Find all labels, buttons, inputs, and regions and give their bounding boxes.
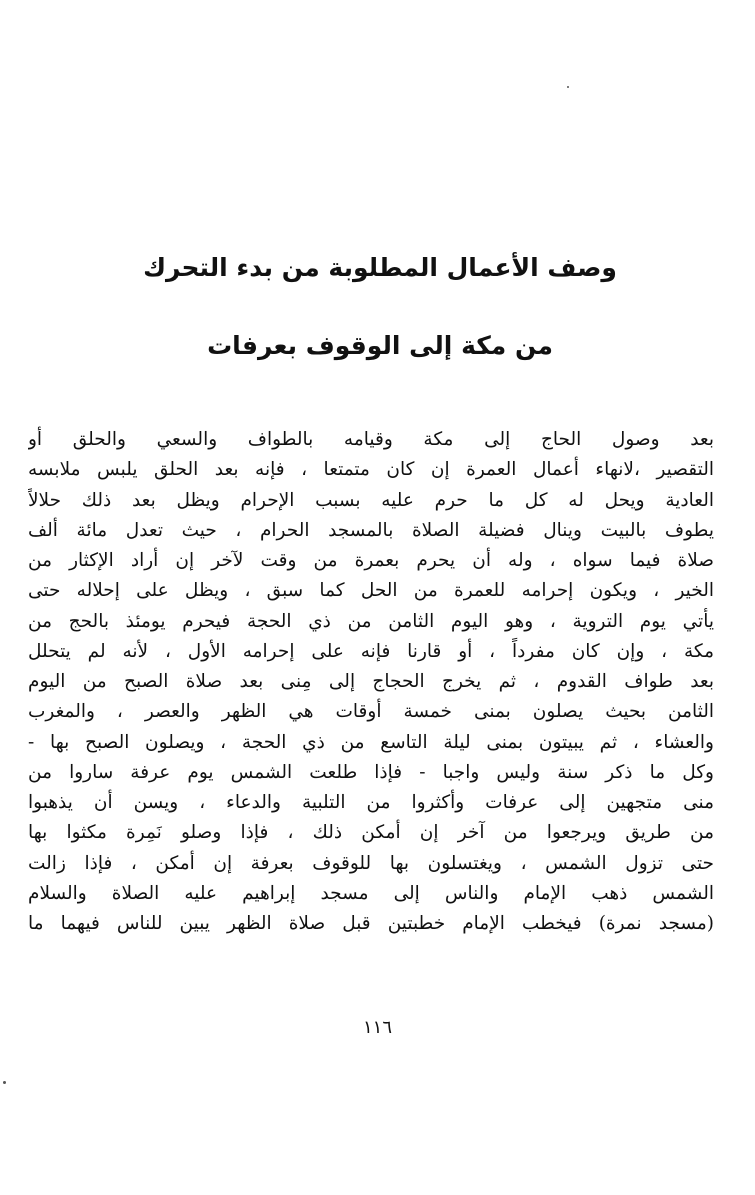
text-line: والعشاء ، ثم يبيتون بمنى ليلة التاسع من ذي الحجة ، ويصلون الصبح بها - xyxy=(28,731,714,753)
text-line: من طريق ويرجعوا من آخر إن أمكن ذلك ، فإذا وصلو نَمِرة مكثوا بها xyxy=(28,822,714,844)
text-line: الخير ، ويكون إحرامه للعمرة من الحل كما سبق ، ويظل على إحلاله حتى xyxy=(28,580,714,602)
text-line: منى متجهين إلى عرفات وأكثروا من التلبية والدعاء ، ويسن أن يذهبوا xyxy=(28,792,714,813)
text-line: صلاة فيما سواه ، وله أن يحرم بعمرة من وقت لآخر إن أراد الإكثار من xyxy=(28,550,714,571)
text-line: بعد طواف القدوم ، ثم يخرج الحجاج إلى مِنى بعد صلاة الصبح من اليوم xyxy=(28,671,714,692)
text-line: وكل ما ذكر سنة وليس واجبا - فإذا طلعت الشمس يوم عرفة ساروا من xyxy=(28,761,714,783)
chapter-title-line-1: وصف الأعمال المطلوبة من بدء التحرك xyxy=(143,253,617,282)
text-line: بعد وصول الحاج إلى مكة وقيامه بالطواف والسعي والحلق أو xyxy=(28,429,714,450)
text-line: يأتي يوم التروية ، وهو اليوم الثامن من ذي الحجة فيحرم يومئذ بالحج من xyxy=(28,610,714,632)
text-line: الثامن بحيث يصلون بمنى خمسة أوقات هي الظهر والعصر ، والمغرب xyxy=(28,701,714,723)
text-line: مكة ، وإن كان مفرداً ، أو قارنا فإنه على إحرامه الأول ، لأنه لم يتحلل xyxy=(28,640,714,662)
text-line: العادية ويحل له كل ما حرم عليه بسبب الإحرام ويظل بعد ذلك حلالاً xyxy=(28,489,714,511)
chapter-title-line-2: من مكة إلى الوقوف بعرفات xyxy=(207,331,553,360)
scan-speck xyxy=(567,86,569,88)
text-line: التقصير ،لانهاء أعمال العمرة إن كان متمتعا ، فإنه بعد الحلق يلبس ملابسه xyxy=(28,459,714,481)
text-line: الشمس ذهب الإمام والناس إلى مسجد إبراهيم عليه الصلاة والسلام xyxy=(28,882,714,904)
text-line: (مسجد نمرة) فيخطب الإمام خطبتين قبل صلاة الظهر يبين للناس فيهما ما xyxy=(28,913,714,934)
scan-speck xyxy=(3,1081,6,1084)
text-line: حتى تزول الشمس ، ويغتسلون بها للوقوف بعرفة إن أمكن ، فإذا زالت xyxy=(28,852,714,874)
page-number: ١١٦ xyxy=(362,1017,392,1038)
body-paragraph xyxy=(28,425,714,939)
text-line: يطوف بالبيت وينال فضيلة الصلاة بالمسجد الحرام ، حيث تعدل مائة ألف xyxy=(28,519,714,541)
